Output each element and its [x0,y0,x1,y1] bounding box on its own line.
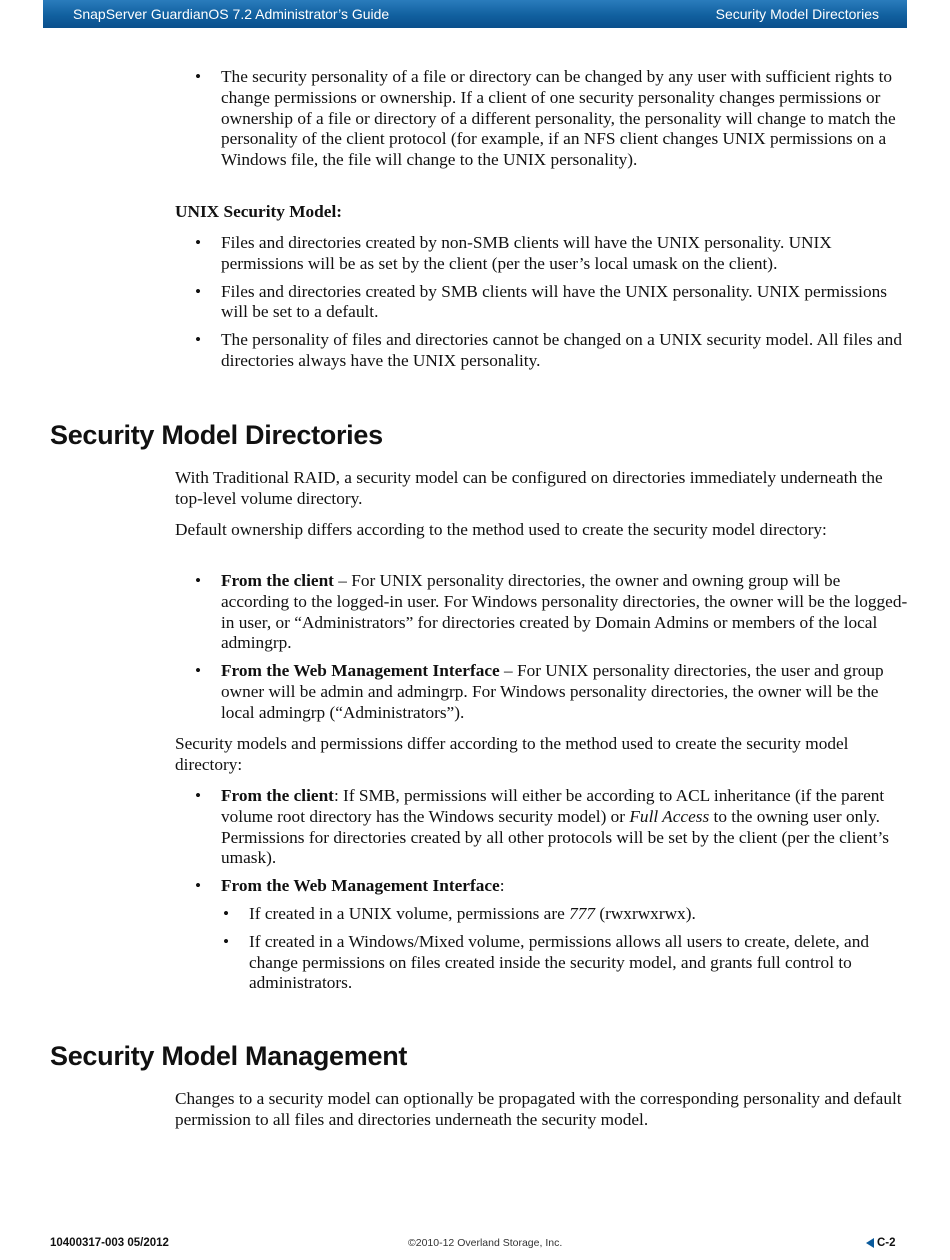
copyright: ©2010-12 Overland Storage, Inc. [408,1237,563,1249]
ownership-list [175,571,910,724]
bullet-icon: • [195,67,202,86]
unix-list [175,233,910,372]
bullet-icon: • [223,931,230,951]
list-item: • From the client: If SMB, permissions will either be according to ACL inheritance (if the parent volume root directory has the Windows security model) or Full Access to the owning user only. Permissions for directories created by all other protocols will be set by the client (per the client’s umask). [195,786,890,868]
bullet-icon: • [195,661,202,681]
doc-number: 10400317-003 05/2012 [50,1237,169,1249]
section-heading-directories: Security Model Directories [50,420,383,450]
bullet-icon: • [195,233,202,252]
list-item: • The personality of files and directories cannot be changed on a UNIX security model. All files and directories always have the UNIX personality. [195,330,902,370]
permissions-intro: Security models and permissions differ according to the method used to create the security model directory: [175,734,849,774]
header-guide-title: SnapServer GuardianOS 7.2 Administrator’s Guide [73,6,390,22]
page-number-label: C-2 [877,1237,896,1249]
list-item: • From the Web Management Interface: [195,876,505,896]
bullet-icon: • [195,571,202,590]
bullet-icon: • [195,281,202,301]
section-heading-management: Security Model Management [50,1041,408,1071]
bullet-icon: • [195,786,202,805]
list-item: • The security personality of a file or directory can be changed by any user with sufficient rights to change permissions or ownership. If a client of one security personality changes permissions or ownership of a file or directory of a different personality, the personality will change to match the personality of the client protocol (for example, if an NFS client changes UNIX permissions on a Windows file, the file will change to the UNIX personality). [195,67,896,170]
unix-heading: UNIX Security Model: [175,202,343,221]
list-item: • From the Web Management Interface – For UNIX personality directories, the user and group owner will be admin and admingrp. For Windows personality directories, the owner will be the local admingrp (“Administrators”). [195,661,884,722]
bullet-icon: • [223,903,230,923]
permissions-list [175,786,910,994]
management-paragraph: Changes to a security model can optionally be propagated with the corresponding personality and default permission to all files and directories underneath the security model. [175,1089,902,1129]
sub-list-item: • If created in a Windows/Mixed volume, permissions allows all users to create, delete, and change permissions on files created inside the security model, and grants full control to administrators. [223,931,869,993]
bullet-icon: • [195,330,202,350]
list-item: • Files and directories created by non-SMB clients will have the UNIX personality. UNIX permissions will be as set by the client (per the user’s local umask on the client). [195,233,832,273]
list-item: • Files and directories created by SMB clients will have the UNIX personality. UNIX permissions will be set to a default. [195,281,887,322]
directories-intro: With Traditional RAID, a security model can be configured on directories immediately underneath the top-level volume directory. Default ownership differs according to the method used to create the security model directory: [175,468,883,539]
triangle-left-icon [866,1238,874,1248]
sub-list-item: • If created in a UNIX volume, permissions are 777 (rwxrwxrwx). [223,903,696,923]
intro-list [175,67,910,171]
page-number [866,1237,896,1249]
running-header [43,0,907,28]
header-section-title: Security Model Directories [715,6,879,22]
list-item: • From the client – For UNIX personality directories, the owner and owning group will be according to the logged-in user. For Windows personality directories, the owner will be the logged-in user, or “Administrators” for directories created by Domain Admins or members of the local admingrp. [195,571,908,653]
bullet-icon: • [195,876,202,896]
